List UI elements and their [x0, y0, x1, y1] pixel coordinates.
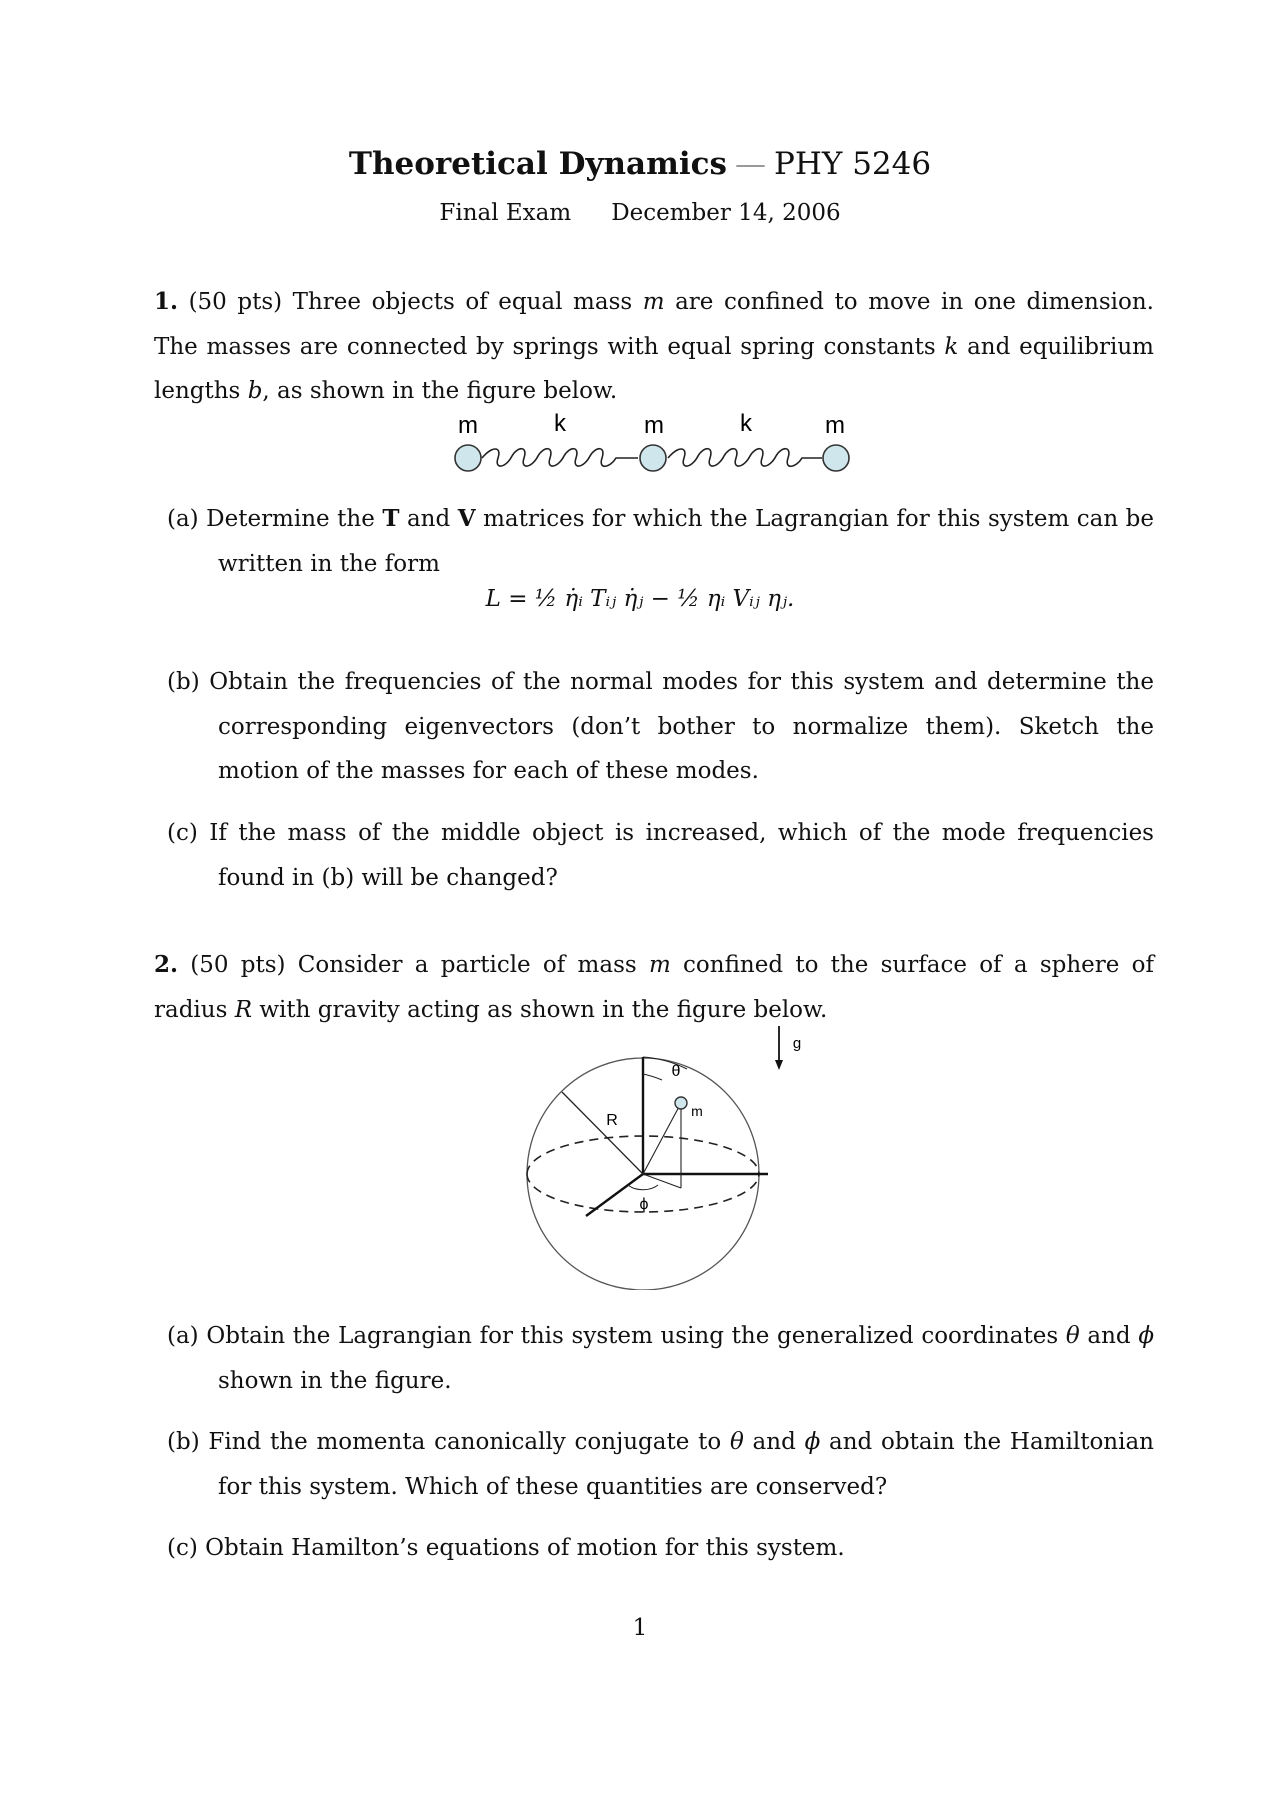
mass-3: [823, 445, 849, 471]
matrix-V: V: [457, 505, 476, 532]
mass-vector: [643, 1103, 681, 1174]
var-theta: θ: [729, 1429, 744, 1455]
title-dash: —: [735, 146, 766, 182]
problem-1-part-b: (b) Obtain the frequencies of the normal modes for this system and determine the corresponding eigenvectors (don’t bother to normalize them). Sketch the motion of the masses for each of these modes.: [167, 669, 1154, 784]
var-theta: θ: [1065, 1323, 1080, 1349]
part-a-text: and: [1079, 1323, 1139, 1349]
spring-2: [668, 449, 822, 467]
problem-1-text: (50 pts) Three objects of equal mass: [178, 289, 643, 315]
problem-1-part-a: [167, 497, 1154, 586]
course-name: Theoretical Dynamics: [348, 146, 727, 182]
radius-line: [562, 1092, 643, 1174]
part-a-text: matrices for which the Lagrangian for this system can be written in the form: [218, 506, 1154, 577]
gravity-arrowhead: [775, 1060, 783, 1070]
problem-2-statement: [154, 943, 1154, 1032]
spring-mass-figure: [440, 402, 860, 482]
page-number: 1: [632, 1615, 648, 1641]
part-a-text: and: [399, 506, 458, 532]
var-b: b: [247, 378, 263, 404]
label-R: R: [606, 1112, 618, 1129]
part-a-text: (a) Obtain the Lagrangian for this system using the generalized coordinates: [167, 1323, 1066, 1349]
var-phi: ϕ: [804, 1429, 821, 1455]
problem-2-number: 2.: [154, 951, 179, 978]
course-code: PHY 5246: [774, 146, 932, 182]
base-projection: [643, 1174, 681, 1188]
theta-arc-small: [643, 1074, 662, 1080]
sphere-figure: [500, 1020, 840, 1290]
exam-date: December 14, 2006: [611, 200, 841, 226]
mass-1: [455, 445, 481, 471]
label-theta: θ: [671, 1063, 681, 1080]
var-m: m: [648, 952, 671, 978]
problem-2-text: confined to the surface of a sphere of radius: [154, 952, 1154, 1023]
label-k2: k: [740, 410, 752, 437]
part-a-text: (a) Determine the: [167, 506, 383, 532]
problem-1-statement: [154, 280, 1154, 414]
part-b-text: and obtain the Hamiltonian for this system. Which of these quantities are conserved?: [218, 1429, 1154, 1500]
label-m3: m: [825, 412, 845, 439]
spring-1: [482, 449, 638, 467]
part-a-text: shown in the figure.: [218, 1367, 452, 1394]
problem-1-part-c: (c) If the mass of the middle object is increased, which of the mode frequencies found in (b) will be changed?: [167, 820, 1154, 891]
var-k: k: [944, 333, 959, 360]
exam-subtitle: [0, 198, 1280, 228]
part-b-text: (b) Find the momenta canonically conjugate to: [167, 1429, 730, 1455]
part-b-text: and: [743, 1429, 805, 1455]
var-m: m: [642, 289, 665, 315]
label-m: m: [691, 1103, 703, 1119]
var-R: R: [234, 996, 253, 1023]
label-k1: k: [554, 410, 566, 437]
label-g: g: [792, 1035, 802, 1052]
label-m1: m: [458, 412, 478, 439]
problem-2-part-c: (c) Obtain Hamilton’s equations of motion for this system.: [167, 1535, 845, 1561]
problem-2-text: with gravity acting as shown in the figure below.: [252, 996, 828, 1023]
problem-1-text: and equilibrium lengths: [154, 333, 1154, 404]
phi-arc: [628, 1185, 658, 1190]
lagrangian-equation: [0, 586, 1280, 646]
problem-1-text: are confined to move in one dimension. The masses are connected by springs with equal spring constants: [154, 289, 1154, 360]
exam-title: [0, 144, 1280, 184]
mass-2: [640, 445, 666, 471]
matrix-T: T: [382, 505, 400, 532]
label-phi: ϕ: [639, 1196, 649, 1213]
particle-mass: [675, 1097, 687, 1109]
problem-2-part-a: [167, 1314, 1154, 1403]
label-m2: m: [644, 412, 664, 439]
x-axis: [586, 1174, 643, 1216]
problem-1-text: , as shown in the figure below.: [262, 378, 618, 404]
problem-2-text: (50 pts) Consider a particle of mass: [178, 952, 649, 978]
problem-2-part-b: [167, 1420, 1154, 1509]
var-phi: ϕ: [1138, 1323, 1154, 1349]
exam-name: Final Exam: [439, 200, 572, 226]
problem-1-number: 1.: [154, 288, 179, 315]
equation-text: L = ½ η̇ᵢ Tᵢⱼ η̇ⱼ − ½ ηᵢ Vᵢⱼ ηⱼ.: [485, 586, 795, 612]
